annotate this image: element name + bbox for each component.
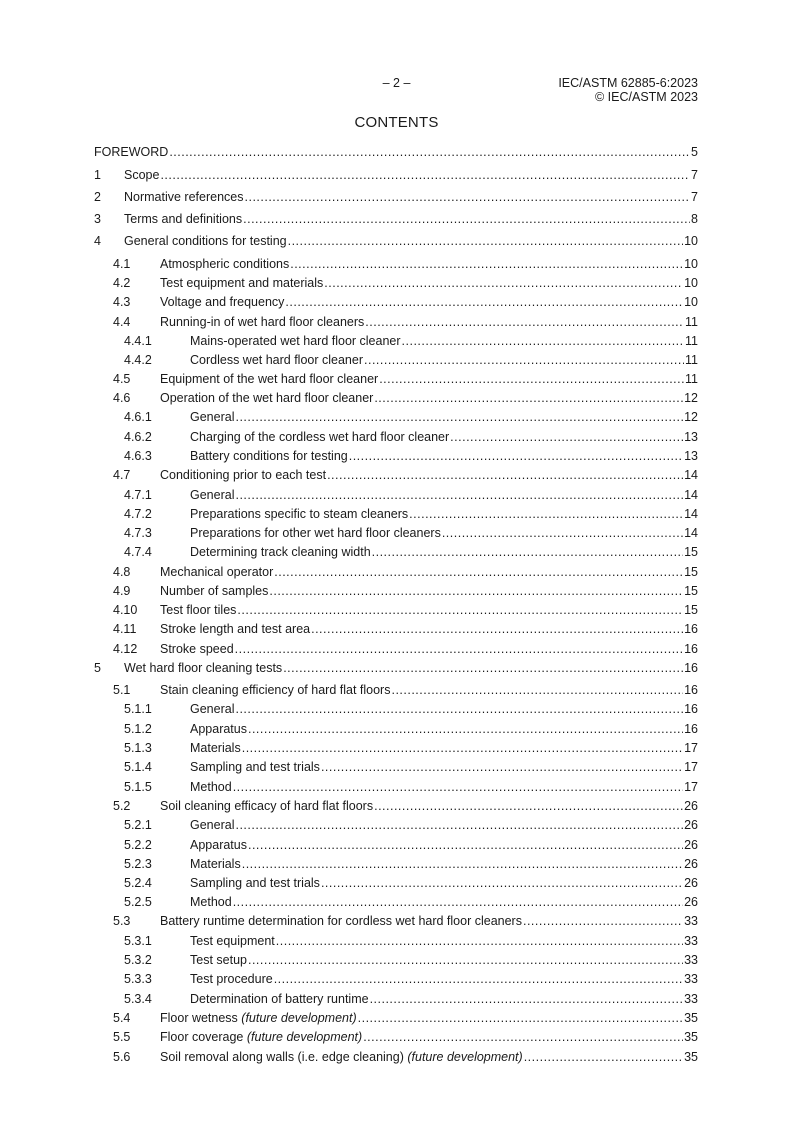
dot-leader (243, 212, 690, 227)
toc-entry-title (190, 449, 348, 464)
toc-entry-title (190, 507, 408, 522)
toc-entry-number: 4.10 (113, 603, 138, 617)
dot-leader (235, 410, 683, 425)
toc-entry-number: 5.1 (113, 683, 131, 697)
toc-entry-title (94, 145, 168, 160)
dot-leader (321, 876, 683, 891)
toc-entry-number: 4.7.2 (124, 507, 152, 521)
toc-entry-number: 5.1.4 (124, 760, 152, 774)
page-number: – 2 – (382, 76, 411, 90)
dot-leader (276, 934, 683, 949)
toc-entry[interactable] (94, 186, 698, 205)
toc-entry-number: 4.7.3 (124, 526, 152, 540)
toc-entry-title-text: Sampling and test trials (190, 876, 320, 890)
dot-leader (242, 741, 683, 756)
toc-entry-page: 16 (684, 661, 698, 675)
dot-leader (235, 642, 683, 657)
toc-entry-title (160, 683, 390, 698)
toc-entry-number: 4.4 (113, 315, 131, 329)
toc-entry-title (160, 1050, 523, 1065)
toc-entry-number: 5.2.3 (124, 857, 152, 871)
dot-leader (245, 190, 691, 205)
dot-leader (363, 1030, 683, 1045)
toc-entry-title (190, 992, 369, 1007)
toc-entry-title-text: Conditioning prior to each test (160, 468, 327, 482)
toc-entry-title (190, 353, 363, 368)
toc-entry-number: 5.4 (113, 1011, 131, 1025)
toc-entry-title (124, 661, 282, 676)
toc-entry-number: 5.1.3 (124, 741, 152, 755)
toc-entry[interactable] (94, 910, 698, 929)
toc-entry-page: 33 (684, 953, 698, 967)
toc-entry[interactable] (94, 272, 698, 291)
toc-entry-number: 5.1.1 (124, 702, 152, 716)
toc-entry-title-text: Preparations for other wet hard floor cleaners (190, 526, 441, 540)
toc-entry-title (160, 276, 323, 291)
dot-leader (160, 168, 690, 183)
toc-entry[interactable] (94, 580, 698, 599)
toc-entry-page: 33 (684, 992, 698, 1006)
toc-entry-page: 26 (684, 818, 698, 832)
toc-entry-page: 17 (684, 741, 698, 755)
toc-entry-title-text: Test equipment and materials (160, 276, 324, 290)
toc-entry[interactable] (94, 291, 698, 310)
toc-entry-page: 17 (684, 780, 698, 794)
toc-entry-page: 35 (684, 1011, 698, 1025)
toc-entry-page: 8 (691, 212, 698, 226)
toc-entry-page: 14 (684, 507, 698, 521)
dot-leader (450, 430, 683, 445)
toc-entry-number: 4.4.2 (124, 353, 152, 367)
toc-entry-title-text: Materials (190, 741, 241, 755)
dot-leader (374, 799, 683, 814)
toc-entry-title-text: Atmospheric conditions (160, 257, 290, 271)
toc-entry-title-text: Number of samples (160, 584, 269, 598)
toc-entry[interactable] (94, 834, 698, 853)
toc-entry-title-text: Method (190, 780, 232, 794)
toc-entry-page: 11 (685, 315, 698, 329)
toc-entry-number: 3 (94, 212, 101, 226)
toc-entry-page: 5 (691, 145, 698, 159)
toc-entry-title (190, 545, 371, 560)
toc-entry-number: 4.4.1 (124, 334, 152, 348)
dot-leader (379, 372, 684, 387)
dot-leader (321, 760, 683, 775)
dot-leader (269, 584, 683, 599)
toc-entry-number: 4.8 (113, 565, 131, 579)
toc-entry-title-text: Preparations specific to steam cleaners (190, 507, 409, 521)
toc-entry[interactable] (94, 814, 698, 833)
toc-entry-page: 12 (684, 391, 698, 405)
toc-entry-number: 5.6 (113, 1050, 131, 1064)
toc-entry-title (160, 257, 289, 272)
dot-leader (283, 661, 683, 676)
toc-entry[interactable] (94, 988, 698, 1007)
dot-leader (370, 992, 684, 1007)
dot-leader (523, 914, 683, 929)
dot-leader (169, 145, 690, 160)
toc-entry-page: 35 (684, 1030, 698, 1044)
toc-entry-title-text: Test procedure (190, 972, 273, 986)
toc-entry-title (124, 168, 159, 183)
toc-entry-title (124, 212, 242, 227)
toc-entry-title-text: Test floor tiles (160, 603, 237, 617)
dot-leader (235, 818, 683, 833)
toc-entry[interactable] (94, 756, 698, 775)
toc-entry[interactable] (94, 141, 698, 160)
toc-entry-title-text: Terms and definitions (124, 212, 243, 226)
toc-entry-italic-note: (future development) (246, 1030, 363, 1044)
dot-leader (372, 545, 683, 560)
toc-entry-number: 4.6.2 (124, 430, 152, 444)
toc-entry-title (190, 934, 275, 949)
dot-leader (391, 683, 683, 698)
toc-entry[interactable] (94, 698, 698, 717)
toc-entry-title-text: FOREWORD (94, 145, 169, 159)
toc-entry-number: 5 (94, 661, 101, 675)
dot-leader (235, 488, 683, 503)
dot-leader (290, 257, 683, 272)
toc-entry-page: 35 (684, 1050, 698, 1064)
toc-entry-page: 26 (684, 838, 698, 852)
toc-entry-page: 15 (684, 545, 698, 559)
toc-entry-title (190, 953, 247, 968)
toc-entry-number: 5.2.4 (124, 876, 152, 890)
toc-entry-title-text: Mechanical operator (160, 565, 274, 579)
toc-entry-italic-note: (future development) (407, 1050, 523, 1064)
toc-entry-number: 4.2 (113, 276, 131, 290)
toc-entry-number: 5.2 (113, 799, 131, 813)
toc-entry-title-text: Soil cleaning efficacy of hard flat floors (160, 799, 374, 813)
toc-entry[interactable] (94, 503, 698, 522)
toc-entry[interactable] (94, 1007, 698, 1026)
toc-entry-page: 14 (684, 488, 698, 502)
toc-entry[interactable] (94, 930, 698, 949)
contents-title: CONTENTS (354, 114, 439, 131)
toc-entry-page: 10 (684, 257, 698, 271)
toc-entry-page: 12 (684, 410, 698, 424)
toc-entry[interactable] (94, 679, 698, 698)
toc-entry-title-text: Cordless wet hard floor cleaner (190, 353, 363, 367)
toc-entry-title-text: Floor coverage (160, 1030, 247, 1044)
toc-entry-page: 17 (684, 760, 698, 774)
toc-entry-number: 4.7 (113, 468, 131, 482)
toc-entry-title (124, 234, 287, 249)
toc-entry[interactable] (94, 776, 698, 795)
toc-entry[interactable] (94, 949, 698, 968)
toc-entry-number: 4.6.1 (124, 410, 152, 424)
toc-entry-title-text: Stain cleaning efficiency of hard flat floors (160, 683, 391, 697)
toc-entry[interactable] (94, 387, 698, 406)
toc-entry-title (160, 642, 234, 657)
toc-entry-number: 5.3.2 (124, 953, 152, 967)
toc-entry-title (160, 584, 268, 599)
toc-entry-number: 5.2.1 (124, 818, 152, 832)
toc-entry-title-text: Apparatus (190, 722, 247, 736)
toc-entry-number: 4.3 (113, 295, 131, 309)
toc-entry-page: 10 (684, 295, 698, 309)
toc-entry-number: 5.3.4 (124, 992, 152, 1006)
toc-entry-title-text: Equipment of the wet hard floor cleaner (160, 372, 379, 386)
toc-entry-page: 33 (684, 934, 698, 948)
toc-entry-page: 13 (684, 449, 698, 463)
toc-entry-title (190, 818, 234, 833)
toc-entry-title (160, 372, 378, 387)
toc-entry[interactable] (94, 718, 698, 737)
toc-entry-title (190, 838, 247, 853)
toc-entry[interactable] (94, 541, 698, 560)
toc-entry-page: 26 (684, 895, 698, 909)
toc-entry-title-text: Test equipment (190, 934, 275, 948)
toc-entry-page: 13 (684, 430, 698, 444)
dot-leader (235, 702, 683, 717)
toc-entry-number: 4.1 (113, 257, 131, 271)
toc-entry-title (190, 972, 273, 987)
toc-entry-page: 26 (684, 799, 698, 813)
toc-entry-number: 5.2.5 (124, 895, 152, 909)
dot-leader (233, 780, 683, 795)
dot-leader (358, 1011, 683, 1026)
toc-entry-title-text: Determination of battery runtime (190, 992, 369, 1006)
toc-entry-page: 16 (684, 622, 698, 636)
dot-leader (365, 315, 684, 330)
toc-entry-title (160, 315, 364, 330)
dot-leader (374, 391, 683, 406)
toc-entry-number: 5.3 (113, 914, 131, 928)
toc-entry-title-text: Stroke speed (160, 642, 234, 656)
toc-entry-page: 26 (684, 857, 698, 871)
dot-leader (364, 353, 684, 368)
toc-entry-title-text: Determining track cleaning width (190, 545, 371, 559)
toc-entry-title-text: Materials (190, 857, 241, 871)
toc-entry-number: 5.1.5 (124, 780, 152, 794)
dot-leader (274, 565, 683, 580)
toc-entry-number: 4.6 (113, 391, 131, 405)
toc-entry[interactable] (94, 853, 698, 872)
toc-entry-title (190, 334, 401, 349)
toc-entry-italic-note: (future development) (241, 1011, 357, 1025)
toc-entry-number: 4.7.1 (124, 488, 152, 502)
toc-entry[interactable] (94, 872, 698, 891)
dot-leader (409, 507, 683, 522)
toc-entry-title (190, 488, 234, 503)
toc-entry[interactable] (94, 795, 698, 814)
toc-entry-title-text: General (190, 702, 235, 716)
toc-entry-title (190, 430, 449, 445)
toc-entry-title-text: Scope (124, 168, 160, 182)
dot-leader (288, 234, 684, 249)
toc-entry[interactable] (94, 522, 698, 541)
toc-entry-title-text: Battery runtime determination for cordless wet hard floor cleaners (160, 914, 522, 928)
toc-entry[interactable] (94, 891, 698, 910)
toc-entry-title (160, 1011, 357, 1026)
toc-entry[interactable] (94, 1026, 698, 1045)
toc-entry-title (190, 895, 232, 910)
toc-entry-page: 10 (684, 276, 698, 290)
toc-entry[interactable] (94, 968, 698, 987)
toc-entry[interactable] (94, 561, 698, 580)
document-header (558, 76, 698, 104)
toc-entry-title-text: Method (190, 895, 232, 909)
toc-entry-title (160, 565, 273, 580)
toc-entry-number: 4.6.3 (124, 449, 152, 463)
toc-entry-page: 33 (684, 972, 698, 986)
toc-entry-page: 11 (685, 372, 698, 386)
toc-entry-title-text: Test setup (190, 953, 247, 967)
toc-entry-title (190, 702, 234, 717)
toc-entry-title (160, 603, 236, 618)
toc-entry[interactable] (94, 445, 698, 464)
copyright-notice: © IEC/ASTM 2023 (595, 90, 698, 104)
toc-entry-title (190, 780, 232, 795)
toc-entry-number: 5.5 (113, 1030, 131, 1044)
toc-entry-page: 16 (684, 702, 698, 716)
toc-entry-title (190, 741, 241, 756)
toc-entry-title (190, 760, 320, 775)
toc-entry[interactable] (94, 638, 698, 657)
toc-entry-page: 15 (684, 584, 698, 598)
toc-entry-number: 4.12 (113, 642, 138, 656)
toc-entry-title (160, 914, 522, 929)
toc-entry[interactable] (94, 464, 698, 483)
toc-entry-page: 26 (684, 876, 698, 890)
toc-entry-page: 16 (684, 722, 698, 736)
toc-entry[interactable] (94, 737, 698, 756)
toc-entry-title (160, 1030, 362, 1045)
toc-entry[interactable] (94, 164, 698, 183)
toc-entry-title-text: Sampling and test trials (190, 760, 320, 774)
toc-entry-page: 33 (684, 914, 698, 928)
toc-entry[interactable] (94, 406, 698, 425)
toc-entry-title (160, 799, 373, 814)
toc-entry-number: 4.11 (113, 622, 137, 636)
toc-entry-page: 16 (684, 683, 698, 697)
dot-leader (248, 838, 683, 853)
toc-entry-title-text: Charging of the cordless wet hard floor cleaner (190, 430, 450, 444)
toc-entry-number: 5.2.2 (124, 838, 152, 852)
toc-entry-title (190, 526, 441, 541)
toc-entry[interactable] (94, 618, 698, 637)
toc-entry[interactable] (94, 311, 698, 330)
dot-leader (402, 334, 684, 349)
toc-entry-title-text: Normative references (124, 190, 244, 204)
toc-entry-page: 16 (684, 642, 698, 656)
toc-entry-title (160, 391, 373, 406)
toc-entry-title-text: Soil removal along walls (i.e. edge cleaning) (160, 1050, 408, 1064)
toc-entry-title-text: Running-in of wet hard floor cleaners (160, 315, 365, 329)
dot-leader (285, 295, 683, 310)
toc-entry-title (190, 410, 234, 425)
toc-entry-number: 4 (94, 234, 101, 248)
toc-entry[interactable] (94, 484, 698, 503)
toc-entry-title (190, 857, 241, 872)
toc-entry-number: 5.1.2 (124, 722, 152, 736)
toc-entry[interactable] (94, 426, 698, 445)
toc-entry-title (160, 295, 284, 310)
toc-entry-number: 2 (94, 190, 101, 204)
toc-entry-page: 7 (691, 168, 698, 182)
toc-entry-title (190, 722, 247, 737)
toc-entry-title-text: General conditions for testing (124, 234, 287, 248)
toc-entry-number: 4.5 (113, 372, 131, 386)
dot-leader (233, 895, 683, 910)
toc-entry-page: 11 (685, 334, 698, 348)
toc-entry-page: 15 (684, 603, 698, 617)
toc-entry-page: 14 (684, 526, 698, 540)
toc-entry-page: 11 (685, 353, 698, 367)
toc-entry[interactable] (94, 208, 698, 227)
toc-entry-title-text: Floor wetness (160, 1011, 242, 1025)
dot-leader (248, 722, 683, 737)
toc-entry-title (190, 876, 320, 891)
dot-leader (442, 526, 683, 541)
standard-designation: IEC/ASTM 62885-6:2023 (558, 76, 698, 90)
toc-entry[interactable] (94, 368, 698, 387)
toc-entry-title-text: General (190, 818, 235, 832)
dot-leader (248, 953, 683, 968)
toc-entry-title-text: Battery conditions for testing (190, 449, 348, 463)
toc-entry[interactable] (94, 253, 698, 272)
dot-leader (311, 622, 683, 637)
toc-entry-number: 5.3.3 (124, 972, 152, 986)
dot-leader (237, 603, 683, 618)
toc-entry-title-text: Voltage and frequency (160, 295, 285, 309)
toc-entry[interactable] (94, 330, 698, 349)
toc-entry-title-text: Wet hard floor cleaning tests (124, 661, 283, 675)
toc-entry-page: 15 (684, 565, 698, 579)
toc-entry-number: 4.9 (113, 584, 131, 598)
toc-entry-page: 7 (691, 190, 698, 204)
toc-entry-title-text: General (190, 488, 235, 502)
toc-entry-page: 10 (684, 234, 698, 248)
dot-leader (242, 857, 683, 872)
toc-entry[interactable] (94, 230, 698, 249)
toc-entry[interactable] (94, 657, 698, 676)
dot-leader (327, 468, 683, 483)
toc-entry-number: 5.3.1 (124, 934, 152, 948)
toc-entry-number: 1 (94, 168, 101, 182)
dot-leader (349, 449, 683, 464)
toc-entry-page: 14 (684, 468, 698, 482)
toc-entry-title (160, 622, 310, 637)
dot-leader (324, 276, 683, 291)
dot-leader (524, 1050, 683, 1065)
toc-entry[interactable] (94, 599, 698, 618)
toc-entry-title-text: Stroke length and test area (160, 622, 311, 636)
toc-entry-title-text: General (190, 410, 235, 424)
toc-entry-title-text: Mains-operated wet hard floor cleaner (190, 334, 401, 348)
toc-entry-title (124, 190, 244, 205)
dot-leader (274, 972, 683, 987)
toc-entry[interactable] (94, 349, 698, 368)
toc-entry-title (160, 468, 326, 483)
toc-entry-title-text: Apparatus (190, 838, 247, 852)
toc-entry[interactable] (94, 1046, 698, 1065)
toc-entry-title-text: Operation of the wet hard floor cleaner (160, 391, 374, 405)
toc-entry-number: 4.7.4 (124, 545, 152, 559)
